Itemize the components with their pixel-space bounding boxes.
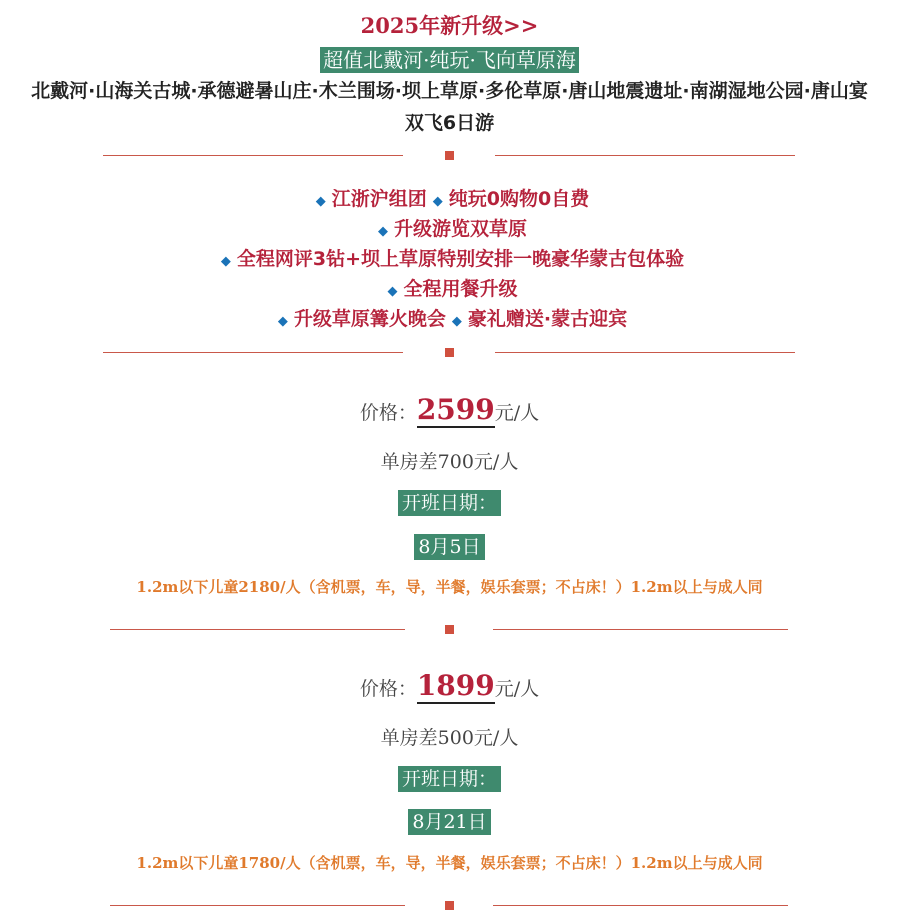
date-tag	[0, 532, 899, 559]
diamond-icon: ◆	[387, 284, 398, 299]
highlight-row	[0, 274, 899, 301]
date-label-tag	[0, 488, 899, 515]
page-title: 2025年新升级>>	[360, 13, 539, 38]
route-duration: 双飞6日游	[404, 112, 495, 134]
price-label: 价格：	[359, 402, 417, 424]
highlight-item: 全程用餐升级	[403, 278, 518, 300]
price-unit: 元/人	[494, 678, 540, 700]
price-label: 价格：	[359, 678, 417, 700]
highlight-row	[0, 304, 899, 331]
date-tag	[0, 807, 899, 834]
date-label: 开班日期：	[398, 766, 501, 792]
price-value: 2599	[416, 393, 495, 426]
child-price-note: 1.2m以下儿童2180/人（含机票，车，导，半餐，娱乐套票；不占床！）1.2m以上与成人同	[136, 578, 763, 596]
price-line	[0, 393, 899, 426]
highlight-row	[0, 184, 899, 211]
departure-date: 8月21日	[408, 809, 490, 835]
single-room-surcharge: 单房差500元/人	[380, 727, 519, 749]
highlight-row	[0, 214, 899, 241]
single-room-surcharge: 单房差700元/人	[380, 451, 519, 473]
divider	[0, 900, 899, 912]
diamond-icon: ◆	[451, 314, 462, 329]
highlight-item: 全程网评3钻+坝上草原特别安排一晚豪华蒙古包体验	[236, 248, 685, 270]
highlight-item: 豪礼赠送·蒙古迎宾	[467, 308, 628, 330]
departure-date: 8月5日	[414, 534, 484, 560]
highlight-item: 江浙沪组团	[331, 188, 427, 210]
route-line: 北戴河·山海关古城·承德避暑山庄·木兰围场·坝上草原·多伦草原·唐山地震遗址·南湖湿地公园·唐山宴	[31, 80, 868, 102]
price-unit: 元/人	[494, 402, 540, 424]
highlight-item: 纯玩0购物0自费	[448, 188, 590, 210]
child-price-note: 1.2m以下儿童1780/人（含机票，车，导，半餐，娱乐套票；不占床！）1.2m以上与成人同	[136, 854, 763, 872]
highlight-item: 升级游览双草原	[393, 218, 527, 240]
price-value: 1899	[416, 669, 495, 702]
diamond-icon: ◆	[315, 194, 326, 209]
divider	[0, 347, 899, 359]
banner-text: 超值北戴河·纯玩·飞向草原海	[320, 47, 579, 73]
date-label-tag	[0, 764, 899, 791]
diamond-icon: ◆	[432, 194, 443, 209]
diamond-icon: ◆	[277, 314, 288, 329]
banner	[0, 44, 899, 73]
divider	[0, 624, 899, 636]
diamond-icon: ◆	[220, 254, 231, 269]
highlight-row	[0, 244, 899, 271]
diamond-icon: ◆	[377, 224, 388, 239]
price-line	[0, 669, 899, 702]
highlight-item: 升级草原篝火晚会	[293, 308, 446, 330]
date-label: 开班日期：	[398, 490, 501, 516]
divider	[0, 150, 899, 162]
